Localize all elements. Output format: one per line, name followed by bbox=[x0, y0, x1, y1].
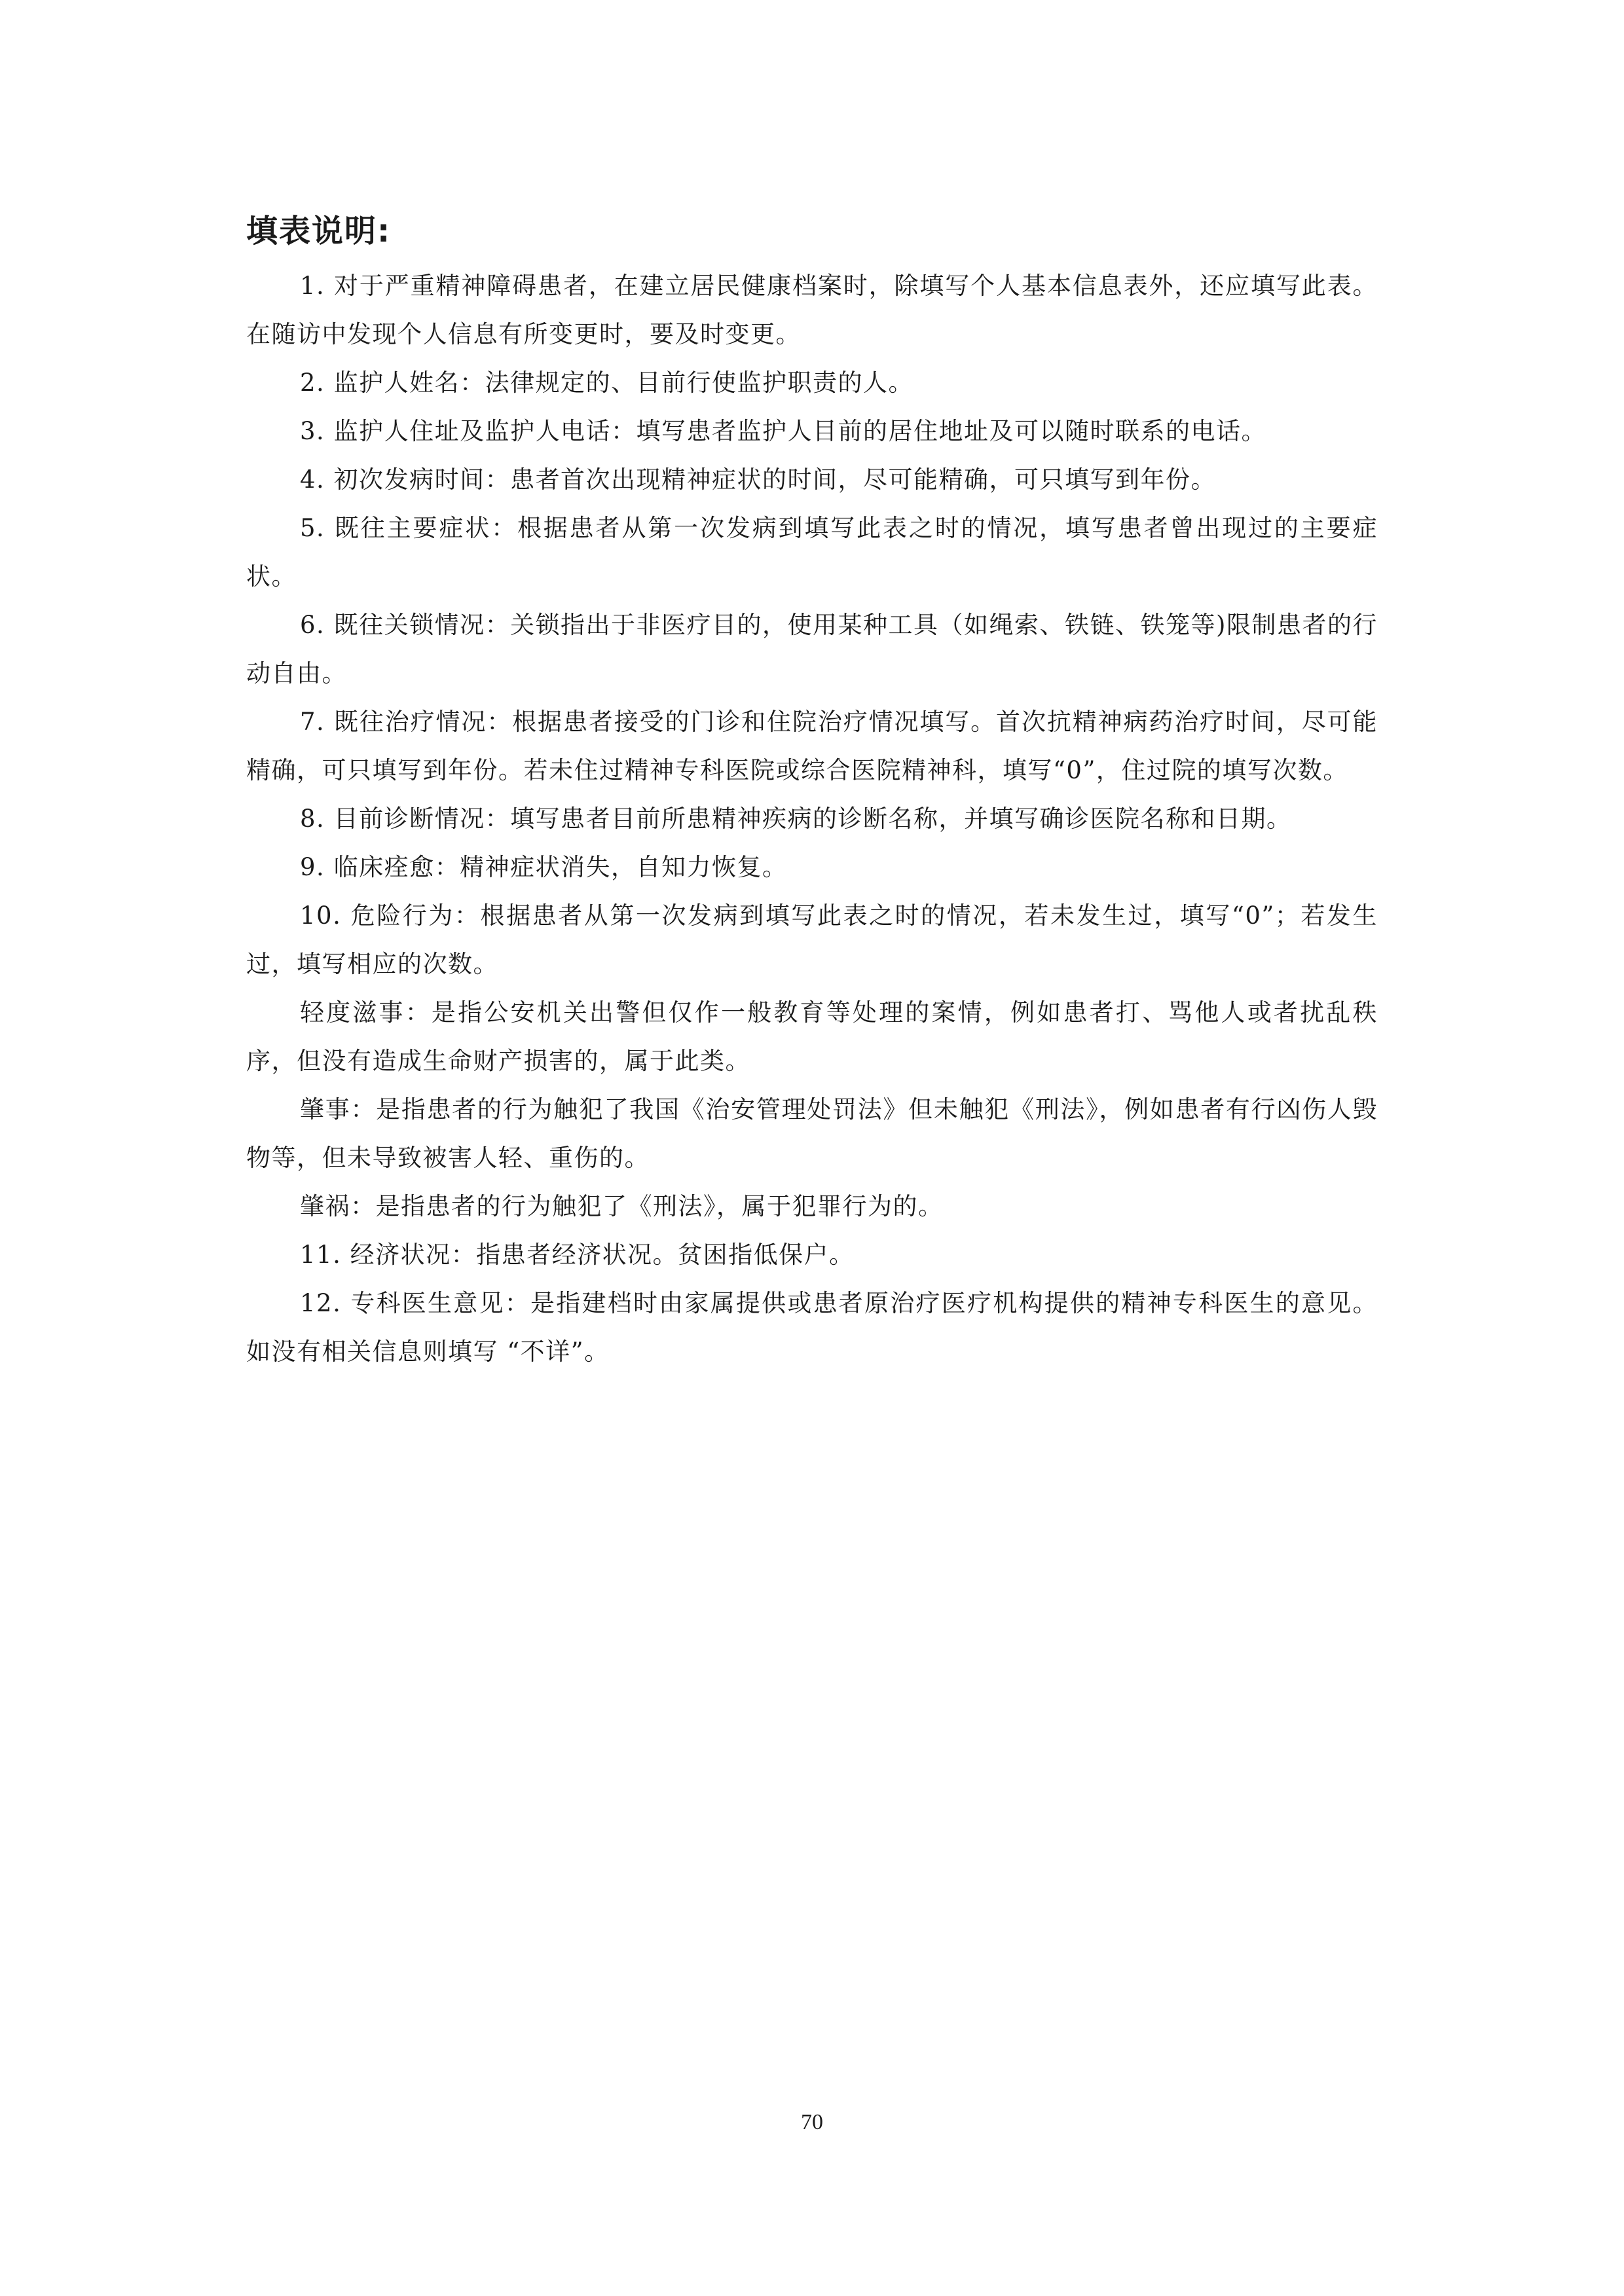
instruction-paragraph-6: 6. 既往关锁情况：关锁指出于非医疗目的，使用某种工具（如绳索、铁链、铁笼等)限制患者的行动自由。 bbox=[246, 611, 1378, 687]
instruction-paragraph-12: 12. 专科医生意见：是指建档时由家属提供或患者原治疗医疗机构提供的精神专科医生的意见。如没有相关信息则填写 “不详”。 bbox=[246, 1289, 1378, 1366]
definition-incident: 肇事：是指患者的行为触犯了我国《治安管理处罚法》但未触犯《刑法》，例如患者有行凶伤人毁物等，但未导致被害人轻、重伤的。 bbox=[246, 1095, 1378, 1172]
page-number: 70 bbox=[801, 2110, 823, 2134]
instruction-paragraph-9: 9. 临床痊愈：精神症状消失，自知力恢复。 bbox=[300, 853, 788, 881]
instruction-paragraph-8: 8. 目前诊断情况：填写患者目前所患精神疾病的诊断名称，并填写确诊医院名称和日期。 bbox=[300, 805, 1292, 833]
instruction-paragraph-5: 5. 既往主要症状：根据患者从第一次发病到填写此表之时的情况，填写患者曾出现过的主要症状。 bbox=[246, 514, 1378, 591]
instruction-paragraph-1: 1. 对于严重精神障碍患者，在建立居民健康档案时，除填写个人基本信息表外，还应填写此表。在随访中发现个人信息有所变更时，要及时变更。 bbox=[246, 272, 1378, 348]
instruction-paragraph-3: 3. 监护人住址及监护人电话：填写患者监护人目前的居住地址及可以随时联系的电话。 bbox=[300, 417, 1267, 445]
section-heading: 填表说明: bbox=[246, 213, 392, 249]
definition-minor-trouble: 轻度滋事：是指公安机关出警但仅作一般教育等处理的案情，例如患者打、骂他人或者扰乱秩序，但没有造成生命财产损害的，属于此类。 bbox=[246, 998, 1378, 1075]
instruction-paragraph-2: 2. 监护人姓名：法律规定的、目前行使监护职责的人。 bbox=[300, 369, 914, 397]
instruction-paragraph-10: 10. 危险行为：根据患者从第一次发病到填写此表之时的情况，若未发生过，填写“0”；若发生过，填写相应的次数。 bbox=[246, 902, 1378, 978]
instruction-paragraph-11: 11. 经济状况：指患者经济状况。贫困指低保户。 bbox=[300, 1241, 855, 1269]
definition-disaster: 肇祸：是指患者的行为触犯了《刑法》，属于犯罪行为的。 bbox=[300, 1192, 944, 1220]
instructions-section bbox=[246, 208, 1378, 1376]
instruction-paragraph-4: 4. 初次发病时间：患者首次出现精神症状的时间，尽可能精确，可只填写到年份。 bbox=[300, 465, 1217, 494]
instruction-paragraph-7: 7. 既往治疗情况：根据患者接受的门诊和住院治疗情况填写。首次抗精神病药治疗时间，尽可能精确，可只填写到年份。若未住过精神专科医院或综合医院精神科，填写“0”，住过院的填写次数。 bbox=[246, 708, 1378, 784]
